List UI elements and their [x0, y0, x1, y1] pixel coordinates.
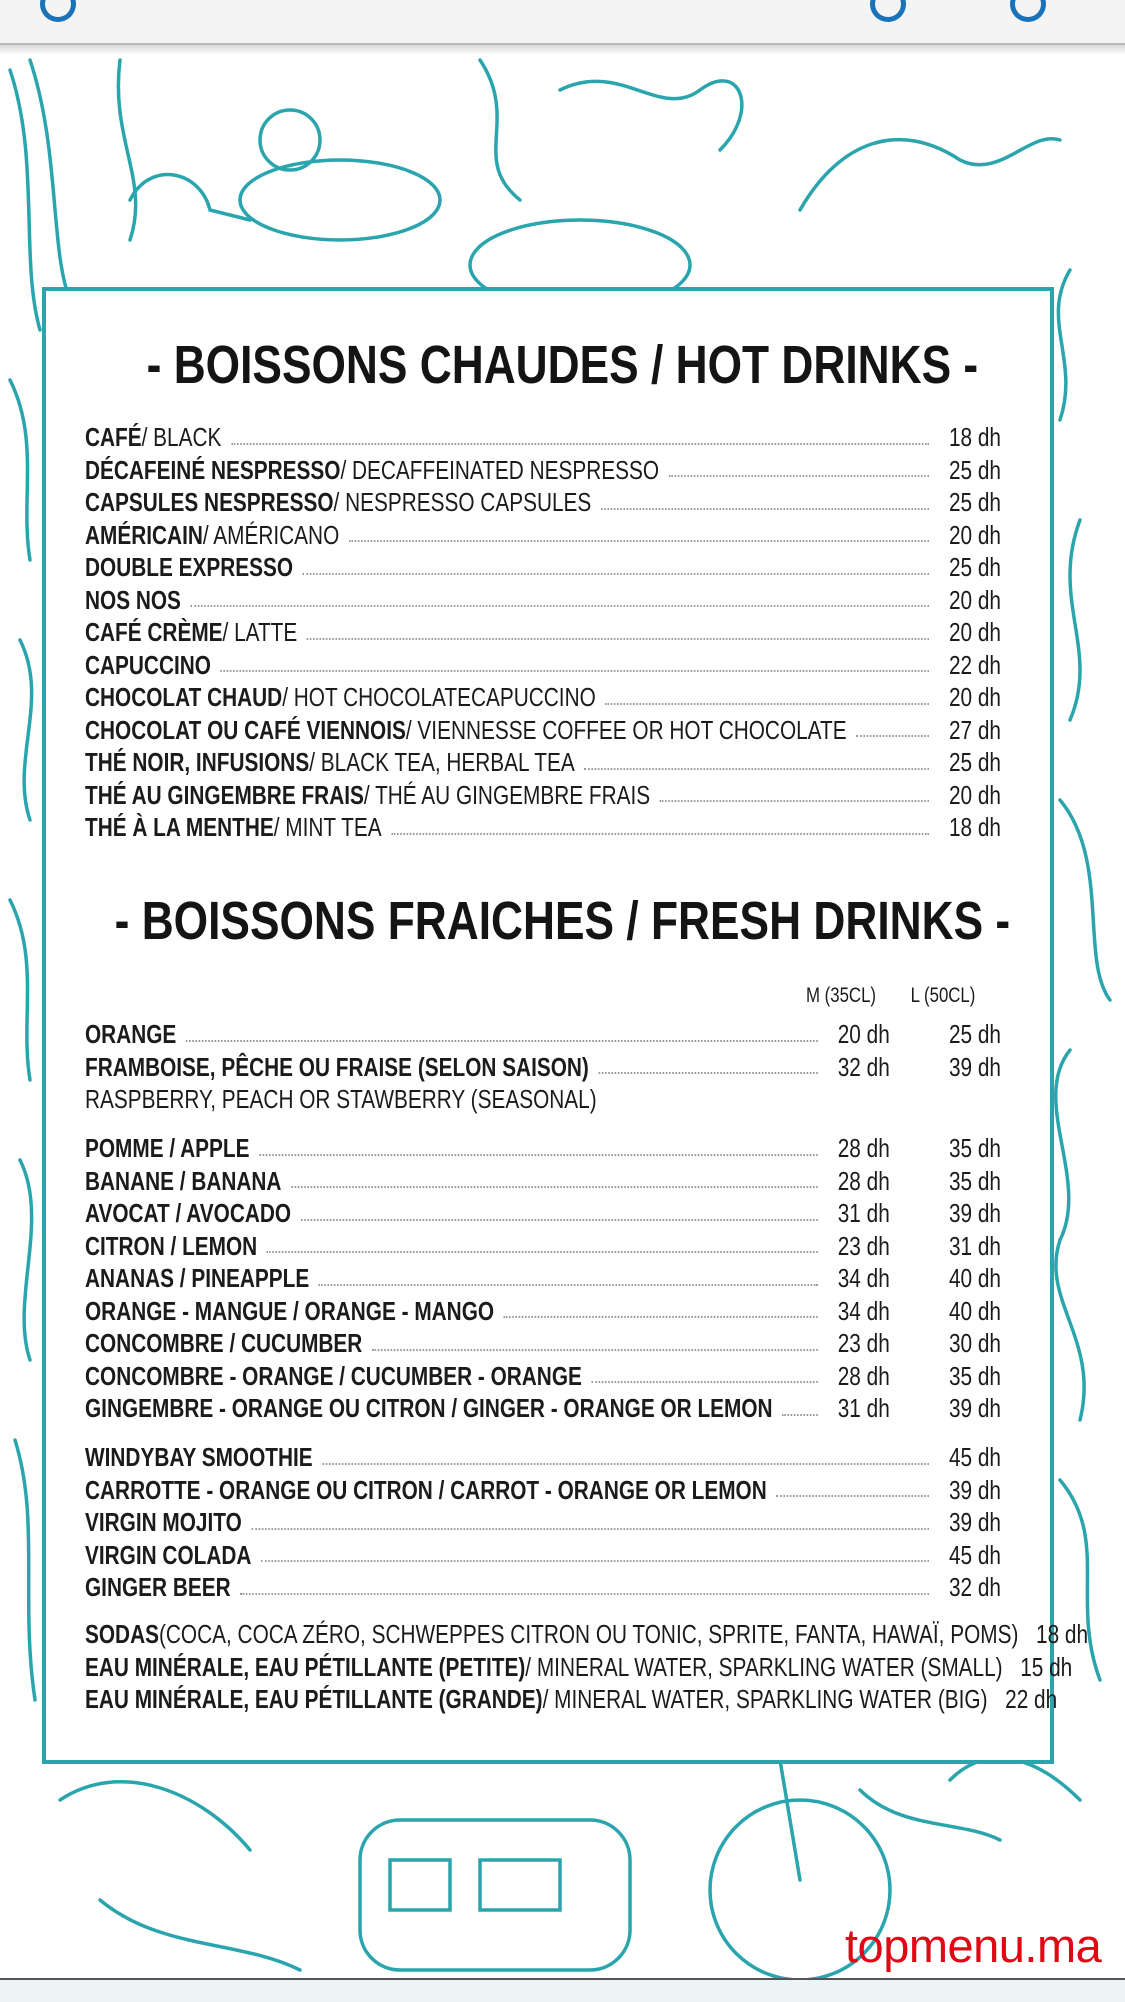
price-medium: 31 dh	[837, 1393, 890, 1423]
price-medium: 23 dh	[837, 1230, 890, 1261]
price-large: 35 dh	[948, 1133, 1001, 1163]
item-translation: (COCA, COCA ZÉRO, SCHWEPPES CITRON OU TONIC, SPRITE, FANTA, HAWAÏ, POMS)	[158, 1619, 1019, 1649]
dotted-leader	[303, 573, 929, 575]
menu-item-row	[85, 1618, 1089, 1651]
price-large: 39 dh	[948, 1198, 1001, 1228]
dotted-leader	[251, 1528, 929, 1530]
price-large: 40 dh	[948, 1263, 1001, 1293]
bottom-bar	[0, 1978, 1125, 2002]
dotted-leader	[782, 1414, 818, 1416]
price-large: 40 dh	[948, 1295, 1001, 1326]
item-name: GINGER BEER	[85, 1572, 231, 1602]
price-medium: 28 dh	[837, 1165, 890, 1196]
price-large: 39 dh	[948, 1393, 1001, 1423]
menu-item-row	[85, 584, 1001, 617]
dotted-leader	[267, 1251, 818, 1253]
item-name: ANANAS / PINEAPPLE	[85, 1263, 310, 1293]
item-name: CONCOMBRE / CUCUMBER	[85, 1328, 363, 1358]
top-bar-shadow	[0, 45, 1125, 55]
size-medium-label: M (35CL)	[805, 984, 877, 1007]
item-price: 20 dh	[948, 519, 1001, 550]
item-price: 45 dh	[948, 1442, 1001, 1472]
item-price: 20 dh	[948, 617, 1001, 647]
menu-item-row	[85, 746, 1001, 779]
menu-item-row	[85, 1683, 1058, 1716]
dotted-leader	[221, 670, 929, 672]
item-price: 39 dh	[948, 1474, 1001, 1505]
item-translation: / MINERAL WATER, SPARKLING WATER (SMALL)	[525, 1651, 1003, 1682]
item-name: CAFÉ CRÈME	[85, 617, 223, 647]
menu-item-row	[85, 1539, 1001, 1572]
price-medium: 34 dh	[837, 1263, 890, 1293]
menu-item-row	[85, 519, 1001, 552]
item-name: CAFÉ	[85, 422, 142, 452]
dotted-leader	[504, 1316, 818, 1318]
item-name: CARROTTE - ORANGE OU CITRON / CARROT - ORANGE OR LEMON	[85, 1474, 767, 1505]
app-top-bar	[0, 0, 1125, 45]
fresh-drinks-group-3	[85, 1441, 1001, 1604]
search-icon[interactable]	[870, 0, 906, 22]
item-price: 22 dh	[1005, 1684, 1058, 1714]
dotted-leader	[660, 800, 929, 802]
item-translation: / THÉ AU GINGEMBRE FRAIS	[363, 779, 651, 810]
item-price: 18 dh	[948, 422, 1001, 452]
menu-item-row	[85, 1051, 1001, 1084]
price-medium: 34 dh	[837, 1295, 890, 1326]
menu-item-row	[85, 421, 1001, 454]
item-name: THÉ NOIR, INFUSIONS	[85, 747, 310, 777]
menu-item-row	[85, 1165, 1001, 1198]
menu-item-row	[85, 681, 1001, 714]
back-icon[interactable]	[40, 0, 76, 22]
item-name: CHOCOLAT CHAUD	[85, 682, 283, 712]
menu-item-row	[85, 1295, 1001, 1328]
item-price: 25 dh	[948, 454, 1001, 485]
item-name: FRAMBOISE, PÊCHE OU FRAISE (SELON SAISON)	[85, 1051, 589, 1082]
item-price: 25 dh	[948, 552, 1001, 582]
menu-item-row	[85, 1651, 1073, 1684]
menu-item-row	[85, 1441, 1001, 1474]
item-name: CITRON / LEMON	[85, 1230, 258, 1261]
menu-item-row	[85, 779, 1001, 812]
topmenu-watermark: topmenu.ma	[845, 1919, 1102, 1972]
dotted-leader	[601, 508, 929, 510]
item-translation: / BLACK	[141, 422, 222, 452]
item-name: ORANGE - MANGUE / ORANGE - MANGO	[85, 1295, 495, 1326]
menu-item-row	[85, 1197, 1001, 1230]
dotted-leader	[349, 540, 929, 542]
item-name: GINGEMBRE - ORANGE OU CITRON / GINGER - ORANGE OR LEMON	[85, 1393, 773, 1423]
item-translation: / VIENNESSE COFFEE OR HOT CHOCOLATE	[405, 714, 847, 745]
item-translation: / NESPRESSO CAPSULES	[333, 487, 592, 517]
item-translation: / AMÉRICANO	[202, 519, 340, 550]
price-medium: 23 dh	[837, 1328, 890, 1358]
item-translation: / DECAFFEINATED NESPRESSO	[340, 454, 660, 485]
item-name: POMME / APPLE	[85, 1133, 250, 1163]
item-name: CHOCOLAT OU CAFÉ VIENNOIS	[85, 714, 406, 745]
dotted-leader	[372, 1349, 818, 1351]
menu-item-row	[85, 649, 1001, 682]
item-name: NOS NOS	[85, 584, 181, 615]
dotted-leader	[605, 703, 929, 705]
hot-drinks-list	[85, 421, 1001, 844]
price-medium: 20 dh	[837, 1019, 890, 1049]
menu-item-row	[85, 1327, 1001, 1360]
hot-drinks-title: - BOISSONS CHAUDES / HOT DRINKS -	[146, 335, 979, 395]
menu-item-row	[85, 1132, 1001, 1165]
item-price: 25 dh	[948, 747, 1001, 777]
dotted-leader	[591, 1381, 817, 1383]
item-price: 27 dh	[948, 714, 1001, 745]
item-translation: / LATTE	[222, 617, 298, 647]
menu-item-row	[85, 714, 1001, 747]
menu-item-row	[85, 1506, 1001, 1539]
price-large: 39 dh	[948, 1051, 1001, 1082]
dotted-leader	[391, 833, 929, 835]
item-price: 20 dh	[948, 682, 1001, 712]
item-name: THÉ AU GINGEMBRE FRAIS	[85, 779, 364, 810]
item-name: EAU MINÉRALE, EAU PÉTILLANTE (GRANDE)	[85, 1684, 543, 1714]
menu-item-row	[85, 1230, 1001, 1263]
item-price: 15 dh	[1020, 1651, 1073, 1682]
item-name: THÉ À LA MENTHE	[85, 812, 274, 842]
dotted-leader	[191, 605, 929, 607]
menu-item-row	[85, 1018, 1001, 1051]
item-price: 39 dh	[948, 1507, 1001, 1537]
dotted-leader	[856, 735, 929, 737]
item-name: AVOCAT / AVOCADO	[85, 1198, 292, 1228]
menu-item-row	[85, 486, 1001, 519]
item-price: 25 dh	[948, 487, 1001, 517]
price-medium: 28 dh	[837, 1133, 890, 1163]
account-icon[interactable]	[1010, 0, 1046, 22]
item-translation: / MINERAL WATER, SPARKLING WATER (BIG)	[542, 1684, 988, 1714]
dotted-leader	[669, 475, 929, 477]
price-medium: 32 dh	[837, 1051, 890, 1082]
menu-item-row	[85, 454, 1001, 487]
dotted-leader	[291, 1186, 818, 1188]
dotted-leader	[319, 1284, 818, 1286]
item-translation: / BLACK TEA, HERBAL TEA	[309, 747, 575, 777]
item-name: SODAS	[85, 1619, 159, 1649]
item-name: CAPUCCINO	[85, 649, 211, 680]
price-large: 25 dh	[948, 1019, 1001, 1049]
menu-item-row	[85, 1360, 1001, 1393]
menu-item-row	[85, 1262, 1001, 1295]
menu-item-row	[85, 616, 1001, 649]
dotted-leader	[322, 1463, 929, 1465]
item-price: 18 dh	[1036, 1619, 1089, 1649]
item-price: 22 dh	[948, 649, 1001, 680]
item-price: 32 dh	[948, 1572, 1001, 1602]
item-name: AMÉRICAIN	[85, 519, 203, 550]
dotted-leader	[307, 638, 929, 640]
item-english-note: RASPBERRY, PEACH OR STAWBERRY (SEASONAL)	[85, 1084, 597, 1114]
item-name: VIRGIN COLADA	[85, 1539, 252, 1570]
dotted-leader	[301, 1219, 818, 1221]
price-medium: 31 dh	[837, 1198, 890, 1228]
item-translation: / MINT TEA	[273, 812, 382, 842]
item-translation: / HOT CHOCOLATECAPUCCINO	[282, 682, 596, 712]
price-large: 35 dh	[948, 1360, 1001, 1391]
fresh-drinks-title: - BOISSONS FRAICHES / FRESH DRINKS -	[114, 891, 1011, 951]
size-large-label: L (50CL)	[910, 984, 976, 1007]
item-name: DÉCAFEINÉ NESPRESSO	[85, 454, 341, 485]
dotted-leader	[259, 1154, 818, 1156]
menu-item-row	[85, 811, 1001, 844]
menu-item-row	[85, 1571, 1001, 1604]
fresh-drinks-group-1	[85, 1018, 1001, 1116]
size-header	[85, 980, 1001, 1013]
price-large: 31 dh	[948, 1230, 1001, 1261]
price-large: 30 dh	[948, 1328, 1001, 1358]
item-price: 18 dh	[948, 812, 1001, 842]
dotted-leader	[240, 1593, 929, 1595]
fresh-drinks-group-4	[85, 1618, 1089, 1716]
item-name: ORANGE	[85, 1019, 177, 1049]
item-name: BANANE / BANANA	[85, 1165, 282, 1196]
dotted-leader	[598, 1072, 817, 1074]
dotted-leader	[261, 1560, 929, 1562]
menu-item-row	[85, 1474, 1001, 1507]
dotted-leader	[186, 1040, 818, 1042]
price-medium: 28 dh	[837, 1360, 890, 1391]
item-name: EAU MINÉRALE, EAU PÉTILLANTE (PETITE)	[85, 1651, 526, 1682]
dotted-leader	[584, 768, 929, 770]
dotted-leader	[231, 443, 929, 445]
item-price: 20 dh	[948, 584, 1001, 615]
fresh-drinks-group-2	[85, 1132, 1001, 1425]
item-name: DOUBLE EXPRESSO	[85, 552, 294, 582]
menu-item-row	[85, 1392, 1001, 1425]
price-large: 35 dh	[948, 1165, 1001, 1196]
item-name: WINDYBAY SMOOTHIE	[85, 1442, 313, 1472]
item-name: CONCOMBRE - ORANGE / CUCUMBER - ORANGE	[85, 1360, 582, 1391]
item-price: 45 dh	[948, 1539, 1001, 1570]
dotted-leader	[776, 1495, 929, 1497]
item-name: VIRGIN MOJITO	[85, 1507, 242, 1537]
item-price: 20 dh	[948, 779, 1001, 810]
menu-item-row	[85, 551, 1001, 584]
item-name: CAPSULES NESPRESSO	[85, 487, 334, 517]
